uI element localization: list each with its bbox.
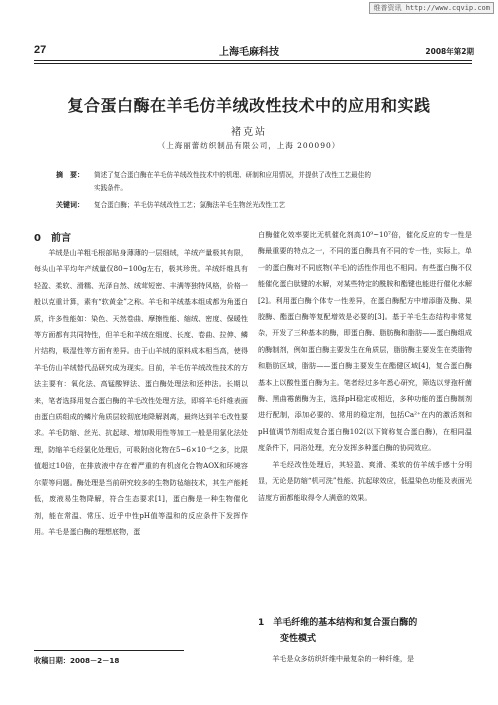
section-1-first-line: 羊毛是众多纺织纤维中最复杂的一种纤维，是 — [272, 654, 415, 663]
header-rule-thick — [34, 60, 472, 61]
keywords-label: 关键词： — [56, 201, 84, 209]
page-number: 27 — [34, 44, 47, 56]
section-1-heading-line-2: 变性模式 — [280, 634, 317, 644]
header-rule-thin — [34, 63, 472, 64]
abstract-text — [94, 169, 466, 195]
abstract-line-2: 实践条件。 — [94, 184, 127, 192]
abstract-line-1: 简述了复合蛋白酶在羊毛仿羊绒改性技术中的机理、研制和应用情况，并提供了改性工艺最佳的 — [94, 171, 371, 179]
right-paragraph-1: 白酶催化效率要比无机催化剂高10⁹~10⁷倍，催化反应的专一性是酶最重要的特点之一，不同的蛋白酶具有不同的专一性，实际上，单一的蛋白酶对不同底物(羊毛)的活性作用也不相同。有些蛋白酶不仅能催化蛋白肽键的水解，对某些特定的酰胺和酯键也能进行催化水解[2]。利用蛋白酶个体专一性差异，在蛋白酶配方中增添脂及酶、果胶酶、酯蛋白酶等复配增效是必要的[3]。基于羊毛生态结构非常复杂，开发了三种基本的酶，即蛋白酶、脂肪酶和脂肪——蛋白酶组成的酶制剂，例如蛋白酶主要发生在角质层，脂肪酶主要发生在类脂物和脂肪区域，脂肪——蛋白酶主要发生在酯健区域[4]，复合蛋白酶基本上以酸性蛋白酶为主。笔者经过多年悉心研究，筛选以芽孢杆菌酶、黑曲霉菌酶为主，选择pH稳定或相近，多种功能的蛋白酶制剂进行配制，添加必要的、常用的稳定剂，包括Ca²⁺在内的激活剂和pH值调节剂组成复合蛋白酶102(以下简称复合蛋白酶)，在相同温度条件下，同浴处理，充分发挥多种蛋白酶的协同效应。 — [258, 230, 472, 453]
author: 褚克站 — [231, 127, 267, 138]
left-column — [34, 245, 248, 645]
watermark: 维普资讯 http://www.cqvip.com — [369, 2, 494, 14]
journal-issue: 2008年第2期 — [425, 47, 474, 56]
section-heading-1 — [258, 615, 472, 647]
intro-paragraph: 羊绒是山羊粗毛根部贴身薄薄的一层细绒，羊绒产量极其有限，每头山羊平均年产绒量仅80~100g左右，极其珍贵。羊绒纤维具有轻盈、柔软、滑糯、光泽自然、绒茸短密、丰满等独特风格，价格一般以克重计算，素有“软黄金”之称。羊毛和羊绒基本组成都为角蛋白质，许多性能如：染色、天然卷曲、摩擦性能、缩绒、密度、保暖性等方面都有共同特性，但羊毛和羊绒在细度、长度、卷曲、拉伸、鳞片结构，吸湿性等方面有差异。由于山羊绒的原料成本相当高，使得羊毛仿山羊绒替代品研究成为现实。目前，羊毛仿羊绒改性技术的方法主要有：氧化法、高锰酸钾法、蛋白酶处理法和还伸法。长期以来，笔者选择用复合蛋白酶的羊毛改性处理方法，即将羊毛纤维表面由蛋白质组成的鳞片角质层较彻底地降解剥离，最终达到羊毛改性要求。羊毛防缩、丝光、抗起球、增加吸用性等加工一般是用氯化法处理，防缩羊毛经氯化处理后，可吸附卤化物在5~6×10⁻⁶之多，比限值超过10倍，在排放液中存在着严重的有机卤化合物AOX和环境容尔蒙等问题。酶处理是当前研究较多的生物防毡缩技术，其生产能耗低，废液易生物降解，符合生态要求[1]，蛋白酶是一种生物催化剂，能在常温、常压、近乎中性pH值等温和的反应条件下发挥作用。羊毛是蛋白酶的理想底物，蛋 — [34, 248, 248, 536]
journal-name: 上海毛麻科技 — [219, 47, 279, 58]
section-1-heading-line-1: 1 羊毛纤维的基本结构和复合蛋白酶的 — [258, 618, 418, 628]
footnote-rule — [34, 650, 184, 651]
right-column — [258, 227, 472, 597]
affiliation: （上海丽蕾纺织制品有限公司，上海 200090） — [157, 141, 341, 150]
received-date: 收稿日期：2008－2－18 — [34, 656, 120, 665]
right-paragraph-2: 羊毛经改性处理后，其轻盈、爽滑、柔软的仿羊绒手感十分明显，无论是防缩“机可洗”性能、抗起球效应，低温染色功能及表面光洁度方面都能取得令人满意的效果。 — [258, 459, 472, 502]
section-heading-intro: 0 前言 — [34, 233, 71, 244]
abstract-label: 摘 要： — [56, 171, 84, 179]
article-title: 复合蛋白酶在羊毛仿羊绒改性技术中的应用和实践 — [67, 96, 431, 115]
keywords-text: 复合蛋白酶；羊毛仿羊绒改性工艺；氯酶法羊毛生物丝光改性工艺 — [94, 201, 286, 209]
